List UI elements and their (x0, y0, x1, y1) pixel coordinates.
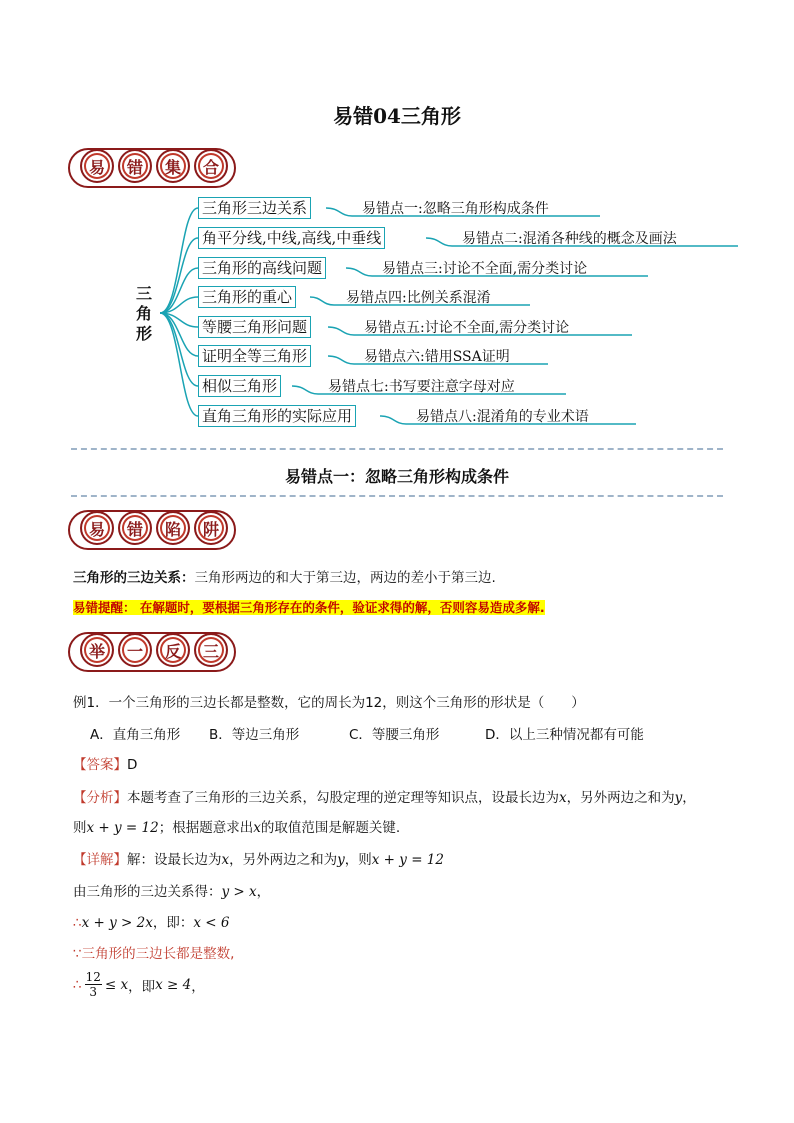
badge: 一 (118, 633, 152, 667)
rule-label: 三角形的三边关系： (73, 570, 195, 586)
step-2: ∴x + y > 2x，即：x < 6 (73, 915, 230, 931)
badge: 陷 (156, 511, 190, 545)
mindmap-branch-box: 直角三角形的实际应用 (198, 405, 356, 427)
mindmap-branch-box: 角平分线,中线,高线,中垂线 (198, 227, 385, 249)
badge: 易 (80, 149, 114, 183)
answer-tag: 【答案】 (73, 757, 127, 773)
analysis-line-1: 【分析】本题考查了三角形的三边关系，勾股定理的逆定理等知识点，设最长边为x，另外两边之和为y， (73, 790, 696, 806)
reminder-text: 易错提醒： 在解题时，要根据三角形存在的条件，验证求得的解，否则容易造成多解. (73, 600, 545, 615)
mindmap-branch-note: 易错点六:错用SSA证明 (364, 349, 510, 365)
mindmap-connectors (0, 0, 794, 440)
mindmap-branch-box: 三角形的高线问题 (198, 257, 326, 279)
answer-value: D (127, 757, 138, 773)
badge: 错 (118, 511, 152, 545)
section-heading: 易错点一：忽略三角形构成条件 (284, 467, 509, 486)
dashed-divider (71, 448, 723, 450)
mindmap-branch-note: 易错点四:比例关系混淆 (346, 290, 491, 306)
page-title: 易错04三角形 (333, 104, 461, 128)
step-4: ∴ $\frac{12}{3}$ ≤ x ，即 x ≥ 4 ， (73, 970, 205, 999)
step-3: ∵三角形的三边长都是整数, (73, 946, 235, 962)
mindmap-branch-note: 易错点八:混淆角的专业术语 (416, 409, 589, 425)
badge: 反 (156, 633, 190, 667)
option-b: B．等边三角形 (209, 727, 300, 743)
example-question: 例1．一个三角形的三边长都是整数，它的周长为12，则这个三角形的形状是（ ） (73, 695, 585, 711)
mindmap-branch-note: 易错点一:忽略三角形构成条件 (362, 201, 549, 217)
step-1: 由三角形的三边关系得：y > x， (73, 884, 271, 900)
badge: 阱 (194, 511, 228, 545)
mindmap-branch-box: 相似三角形 (198, 375, 281, 397)
badge: 易 (80, 511, 114, 545)
rule-line (73, 566, 496, 586)
mindmap-branch-box: 三角形三边关系 (198, 197, 311, 219)
badge: 集 (156, 149, 190, 183)
mindmap-branch-box: 三角形的重心 (198, 286, 296, 308)
dashed-divider (71, 495, 723, 497)
fraction: $\frac{12}{3}$ (85, 970, 101, 999)
badge: 举 (80, 633, 114, 667)
mindmap-branch-note: 易错点三:讨论不全面,需分类讨论 (382, 261, 588, 277)
mindmap-branch-note: 易错点二:混淆各种线的概念及画法 (462, 231, 677, 247)
answer-line (73, 753, 137, 773)
detail-tag: 【详解】 (73, 852, 127, 868)
reminder-line (73, 598, 545, 616)
option-c: C．等腰三角形 (349, 727, 440, 743)
mindmap-branch-box: 证明全等三角形 (198, 345, 311, 367)
analysis-line-2: 则x + y = 12；根据题意求出x的取值范围是解题关键. (73, 820, 401, 836)
mindmap-branch-note: 易错点七:书写要注意字母对应 (328, 379, 515, 395)
badge: 合 (194, 149, 228, 183)
mindmap-branch-note: 易错点五:讨论不全面,需分类讨论 (364, 320, 570, 336)
mindmap-root: 三角形 (136, 284, 153, 343)
detail-line: 【详解】解：设最长边为x，另外两边之和为y，则x + y = 12 (73, 852, 444, 868)
mindmap-branch-box: 等腰三角形问题 (198, 316, 311, 338)
option-d: D．以上三种情况都有可能 (485, 727, 644, 743)
rule-text: 三角形两边的和大于第三边，两边的差小于第三边. (194, 570, 496, 586)
analysis-tag: 【分析】 (73, 790, 127, 806)
option-a: A．直角三角形 (90, 727, 181, 743)
badge: 错 (118, 149, 152, 183)
badge: 三 (194, 633, 228, 667)
